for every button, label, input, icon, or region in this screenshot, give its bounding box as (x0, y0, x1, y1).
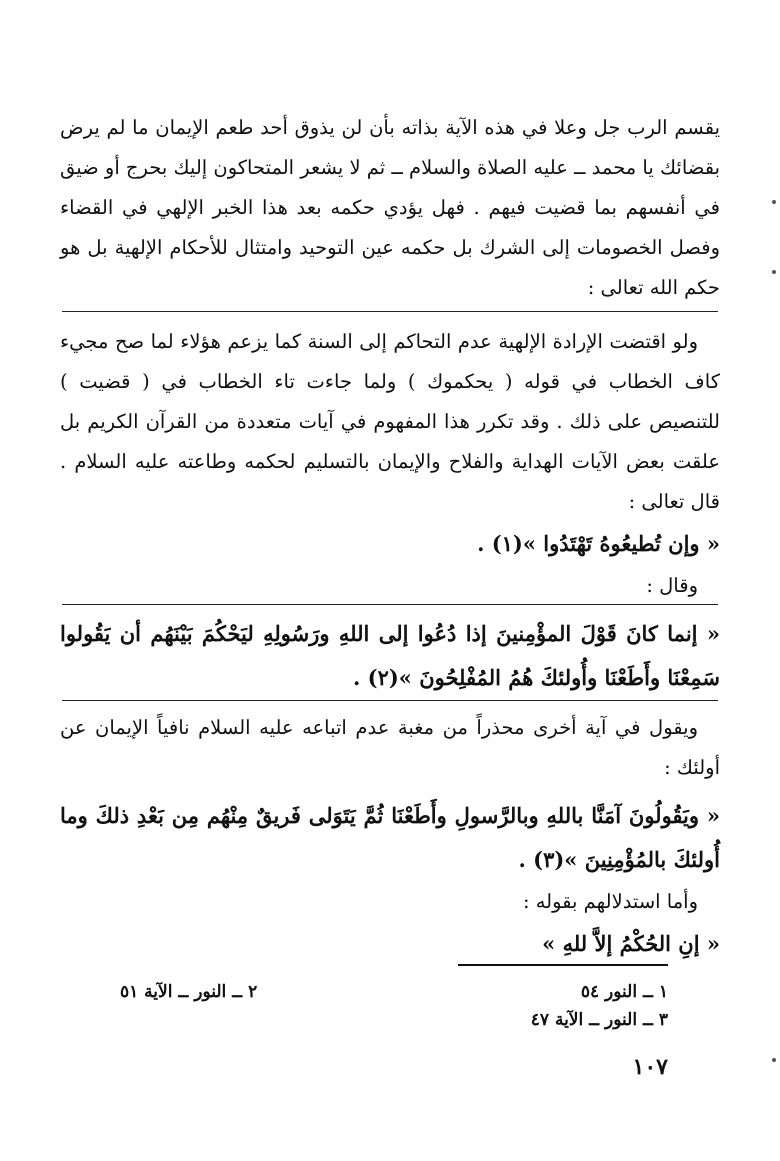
verse-2: « إنما كانَ قَوْلَ المؤْمِنينَ إذا دُعُوا إلى اللهِ ورَسُولِهِ ليَحْكُمَ بَيْنَهُم أن يَقُولوا سَمِعْنَا وأَطَعْنَا وأُولئكَ هُمُ المُفْلِحُونَ »(٢) . (60, 621, 720, 690)
margin-dot-icon (772, 270, 776, 274)
verse-4: « إنِ الحُكْمُ إلاَّ للهِ » (542, 931, 720, 956)
margin-dot-icon (772, 200, 776, 204)
footnote-row (120, 978, 668, 1006)
paragraph-4: وأما استدلالهم بقوله : (522, 890, 698, 913)
paragraph-2: ولو اقتضت الإرادة الإلهية عدم التحاكم إلى السنة كما يزعم هؤلاء لما صح مجيء كاف الخطاب في قوله ( يحكموك ) ولما جاءت تاء الخطاب في ( قضيت ) للتنصيص على ذلك . وقد تكرر هذا المفهوم في آيات متعددة من القرآن الكريم بل علقت بعض الآيات الهداية والفلاح والإيمان بالتسليم لحكمه وطاعته عليه السلام . قال تعالى : (60, 330, 720, 513)
paragraph-3: ويقول في آية أخرى محذراً من مغبة عدم اتباعه عليه السلام نافياً الإيمان عن أولئك : (60, 716, 720, 779)
page-body (60, 108, 720, 966)
page-number: ١٠٧ (632, 1054, 668, 1080)
margin-dot-icon (772, 1058, 776, 1062)
paragraph-1: يقسم الرب جل وعلا في هذه الآية بذاته بأن لن يذوق أحد طعم الإيمان ما لم يرض بقضائك يا محمد ــ عليه الصلاة والسلام ــ ثم لا يشعر المتحاكون إليك بحرج أو ضيق في أنفسهم بما قضيت فيهم . فهل يؤدي حكمه بعد هذا الخبر الإلهي في القضاء وفصل الخصومات إلى الشرك بل حكمه عين التوحيد وامتثال للأحكام الإلهية بل هو حكم الله تعالى : (60, 116, 720, 299)
said-label: وقال : (646, 574, 698, 597)
footnote-1: ١ ــ النور ٥٤ (580, 982, 668, 1002)
footnote-row (120, 1006, 668, 1034)
footnotes (120, 978, 668, 1034)
footnote-rule (458, 964, 668, 966)
verse-1: « وإن تُطيعُوهُ تَهْتَدُوا »(١) . (477, 531, 720, 556)
verse-3: « ويَقُولُونَ آمَنَّا باللهِ وبالرَّسولِ وأَطَعْنَا ثُمَّ يَتَوَلى فَريقٌ مِنْهُم مِن بَعْدِ ذلكَ وما أُولئكَ بالمُؤْمِنِينَ »(٣) . (60, 803, 720, 872)
footnote-2: ٢ ــ النور ــ الآية ٥١ (120, 982, 258, 1002)
footnote-3: ٣ ــ النور ــ الآية ٤٧ (530, 1010, 668, 1030)
